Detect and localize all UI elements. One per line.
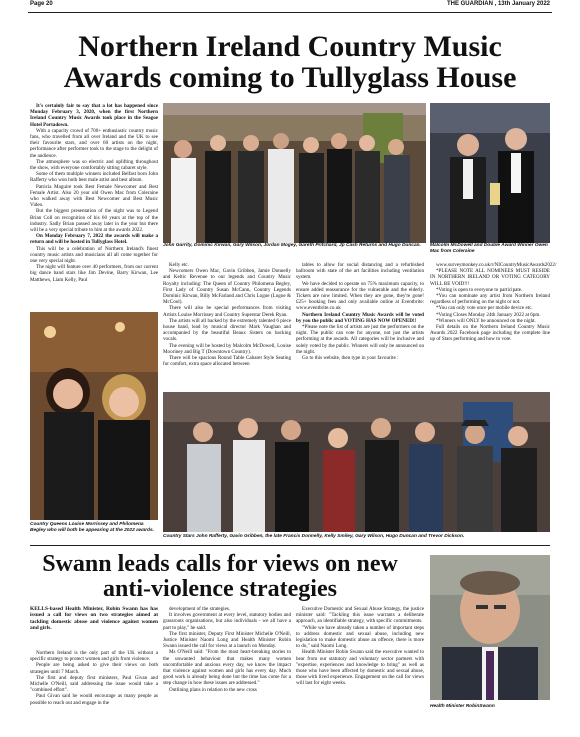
paragraph: The first and deputy first ministers, Paul Givan and Michelle O'Neill, said addressing the issue would take a "combined effort". [30, 674, 158, 694]
paragraph: Kelly etc. [169, 262, 189, 268]
paragraph: *Winners will ONLY be announced on the night. [436, 317, 536, 324]
paragraph: Northern Ireland Country Music Awards will be voted by you the public and VOTING HAS NOW OPENED!! [296, 311, 424, 324]
paragraph: Patricia Maguire took Best Female Newcomer and Best Female Artist. Also 20 year old Owen Mac from Coleraine who walked away with Best Newcomer and Best Music Video. [30, 183, 158, 209]
paragraph: *Voting Closes Monday 24th January 2022 at 6pm. [436, 311, 541, 318]
paragraph: Go to this website, then type in your favourite : [302, 355, 399, 362]
photo-malcolm-owen-caption: Malcolm McDowell and Double Award Winner Owen Mac from Coleraine [430, 243, 548, 254]
paragraph: This will be a celebration of Northern Ireland's finest country music artists and musicians all all come together for one very special night. [30, 245, 158, 265]
photo-awards-group-caption: John Garrity, Dominic Kirwan, Gary Wilson, Jordan Mogey, Gareth Pritchard, Jp Cash Returns and Hugo Duncan. [163, 243, 421, 248]
paragraph: The night will feature over 40 performers, from our current big dance band stars like Jim Devine, Barry Kirwan, Lee Matthews, Liam Kelly, Paul [30, 264, 158, 283]
paragraph: "While we have already taken a number of important steps to address domestic and sexual abuse, including new legislation to make domestic abuse an offence, there is more to do," said Naomi Long. [296, 624, 424, 650]
paragraph: www.surveymonkey.co.uk/r/NICountryMusicAwards2022/ [436, 262, 557, 268]
paragraph: But the biggest presentation of the night was to Legend Brian Coll on recognition of his 60 years at the top of the industry. Sadly Brian passed away later in the year but there will be a very special tribute to him at the awards 2022. [30, 208, 158, 234]
paragraph: *You can only vote once per mobile device etc. [436, 305, 533, 312]
paragraph: With a capacity crowd of 700+ enthusiastic country music fans, who travelled from all over Ireland and the UK to see their favourite stars, and over 60 artists on the night, performance after performer took to the stage to the delight of the audience. [30, 127, 158, 159]
paragraph: *Please note the list of artists are just the performers on the night. The public can vote for anyone, not just the artists performing at the awards. All categories will be inclusive and solely voted by the public. Winners will only be announced on the night. [296, 324, 424, 355]
photo-malcolm-owen [430, 103, 550, 243]
story2-column-2 [163, 606, 291, 693]
paragraph: *You can nominate any artist from Northern Ireland regardless of performing on the night or not. [430, 293, 550, 306]
story2-headline: Swann leads calls for views on new anti-violence strategies [42, 551, 398, 602]
paragraph: The atmosphere was so electric and uplifting throughout the show, with everyone comfortably sitting cabaret style. [30, 158, 158, 172]
paragraph: Health Minister Robin Swann said the executive wanted to hear from our statutory and voluntary sector partners with "expertise, experiences and knowledge to bring" as well as those who have been affected by domestic and sexual abuse, those with lived experience. Engagement on the call for views will last for eight weeks. [296, 649, 424, 687]
photo-robin-swann-caption: Health Minister RobinSwann [430, 704, 495, 709]
photo-country-queens [30, 312, 158, 520]
section-divider [30, 545, 550, 546]
paragraph: *PLEASE NOTE ALL NOMINEES MUST RESIDE IN NORTHERN IRELAND OR VOTING CATEGORY WILL BE VOID!!! [430, 268, 550, 287]
photo-country-stars-caption: Country Stars John Rafferty, Gavin Gribben, the late Francis Donnelly, Kelly Smiley, Gary Wilson, Hugo Duncan and Trevor Dickson. [163, 534, 465, 539]
paragraph: People are being asked to give their views on both strategies until 7 March. [30, 662, 158, 675]
paragraph: Some of them multiple winners included Belfast born John Rafferty who won both best male artist and best album. [30, 171, 158, 184]
paragraph: There will be spacious Round Table Cabaret Style Seating for comfort, extra space allocated between [163, 355, 291, 368]
photo-country-queens-caption: Country Queens Louise Morrissey and Philomena Begley who will both be appearing at the 2022 awards. [30, 522, 154, 533]
paragraph: We have decided to operate on 75% maximum capacity, to ensure added reassurance for the vulnerable and the elderly. Tickets are now limited. When they are gone, they're gone! £25+ booking fees and only available online at Eventbrite: www.eventbrite.co.uk [296, 280, 424, 312]
paragraph: Ms O'Neill said: "From the most heart-breaking stories to the unwanted behaviour that makes many women uncomfortable and anxious every day, we know the impact that violence against women and girls has every day. Much good work is already being done but the time has come for a step change in how these issues are addressed." [163, 649, 291, 687]
paragraph: The evening will be hosted by Malcolm McDowell, Louise Mooriney and Big T (Downtown Country). [163, 342, 291, 355]
page-header [28, 0, 552, 13]
paragraph: Executive Domestic and Sexual Abuse Strategy, the justice minister said: "Tackling this issue warrants a deliberate approach, an identifiable strategy, with specific commitments. [296, 606, 424, 625]
story2-lead: KELLS-based Health Minister, Robin Swann has has issued a call for views on two strategies aimed at tackling domestic abuse and violence against women and girls. [30, 606, 158, 632]
paragraph: It involves government at every level, statutory bodies and grassroots organisations, but also individuals - we all have a part to play," he said. [163, 612, 291, 631]
paragraph: It's certainly fair to say that a lot has happened since Monday February 3, 2020, when the first Northern Ireland Country Music Awards took place in the Seagoe Hotel Portadown. [30, 103, 158, 128]
story1-column-3 [296, 262, 424, 361]
photo-country-stars [163, 392, 550, 532]
story1-column-1 [30, 103, 158, 283]
paragraph: The artists will all backed by the extremely talented 6 piece house band, lead by musical director Mark Vaughan and accompanied by the beautiful Beaux Sisters on backing vocals. [163, 317, 291, 343]
story2-column-1 [30, 650, 158, 706]
paragraph: development of the strategies. [169, 606, 231, 612]
paragraph: On Monday February 7, 2022 the awards will make a return and will be hosted in Tullyglass Hotel. [30, 233, 158, 246]
paragraph: Northern Ireland is the only part of the UK without a specific strategy to protect women and girls from violence. [30, 650, 158, 663]
paragraph: tables to allow for social distancing and a refurbished ballroom with state of the art facilities including ventilation system. [296, 262, 424, 281]
paragraph: The first minister, Deputy First Minister Michelle O'Neill, Justice Minister Naomi Long and Health Minister Robin Swann issued the call for views at a launch on Monday. [163, 630, 291, 650]
photo-awards-group [163, 103, 426, 243]
story2-column-3 [296, 606, 424, 687]
paragraph: Paul Givan said he would encourage as many people as possible to reach out and engage in the [30, 693, 158, 706]
publication-date: THE GUARDIAN , 13th January 2022 [446, 1, 550, 7]
paragraph: Newcomers Owen Mac, Gavin Gribben, Jamie Donnelly and Keltic Revenue to our legends and Country Music Royalty including: The Queen of Country Philomena Begley, First Lady of Country Susan McCann, Country Legends Dominic Kirwan, Billy McFarland and Chris Logue (Logue & McCool). [163, 268, 291, 306]
story1-column-4 [430, 262, 557, 343]
paragraph: *Voting is open to everyone to participate. [436, 286, 523, 293]
page-number: Page 20 [30, 1, 53, 7]
photo-robin-swann [430, 555, 550, 700]
paragraph: Outlining plans in relation to the new cross [169, 686, 257, 693]
paragraph: Full details on the Northern Ireland Country Music Awards 2022 Facebook page including the complete line up of Stars performing and how to vote. [430, 324, 550, 343]
paragraph: There will also be special performances from visiting Artists Louise Morrissey and Country Superstar Derek Ryan. [163, 305, 291, 318]
story1-headline: Northern Ireland Country Music Awards coming to Tullyglass House [63, 30, 517, 94]
story1-column-2 [163, 262, 291, 367]
